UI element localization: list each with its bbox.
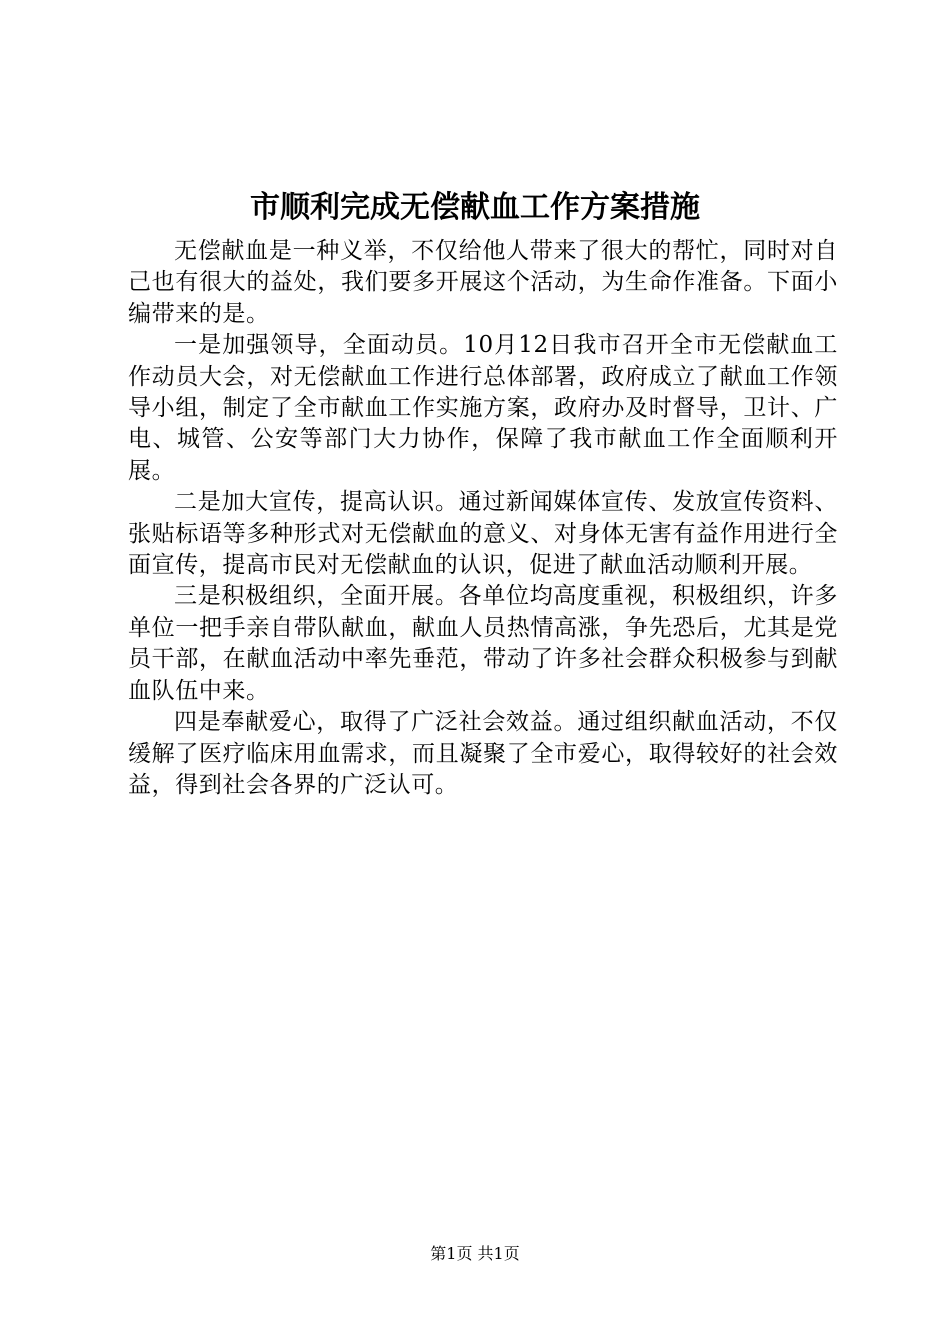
page-footer: 第1页 共1页 bbox=[430, 1244, 520, 1263]
paragraph-3: 三是积极组织，全面开展。各单位均高度重视，积极组织，许多单位一把手亲自带队献血，献血人员热情高涨，争先恐后，尤其是党员干部，在献血活动中率先垂范，带动了许多社会群众积极参与到献血队伍中来。 bbox=[128, 583, 838, 704]
document-body bbox=[128, 236, 838, 801]
paragraph-4: 四是奉献爱心，取得了广泛社会效益。通过组织献血活动，不仅缓解了医疗临床用血需求，而且凝聚了全市爱心，取得较好的社会效益，得到社会各界的广泛认可。 bbox=[128, 709, 838, 798]
paragraph-intro: 无偿献血是一种义举，不仅给他人带来了很大的帮忙，同时对自己也有很大的益处，我们要多开展这个活动，为生命作准备。下面小编带来的是。 bbox=[128, 238, 838, 327]
paragraph-2: 二是加大宣传，提高认识。通过新闻媒体宣传、发放宣传资料、张贴标语等多种形式对无偿献血的意义、对身体无害有益作用进行全面宣传，提高市民对无偿献血的认识，促进了献血活动顺利开展。 bbox=[128, 489, 838, 579]
paragraph-1: 一是加强领导，全面动员。10月12日我市召开全市无偿献血工作动员大会，对无偿献血工作进行总体部署，政府成立了献血工作领导小组，制定了全市献血工作实施方案，政府办及时督导，卫计、广电、城管、公安等部门大力协作，保障了我市献血工作全面顺利开展。 bbox=[128, 332, 838, 484]
document-title: 市顺利完成无偿献血工作方案措施 bbox=[250, 190, 700, 225]
